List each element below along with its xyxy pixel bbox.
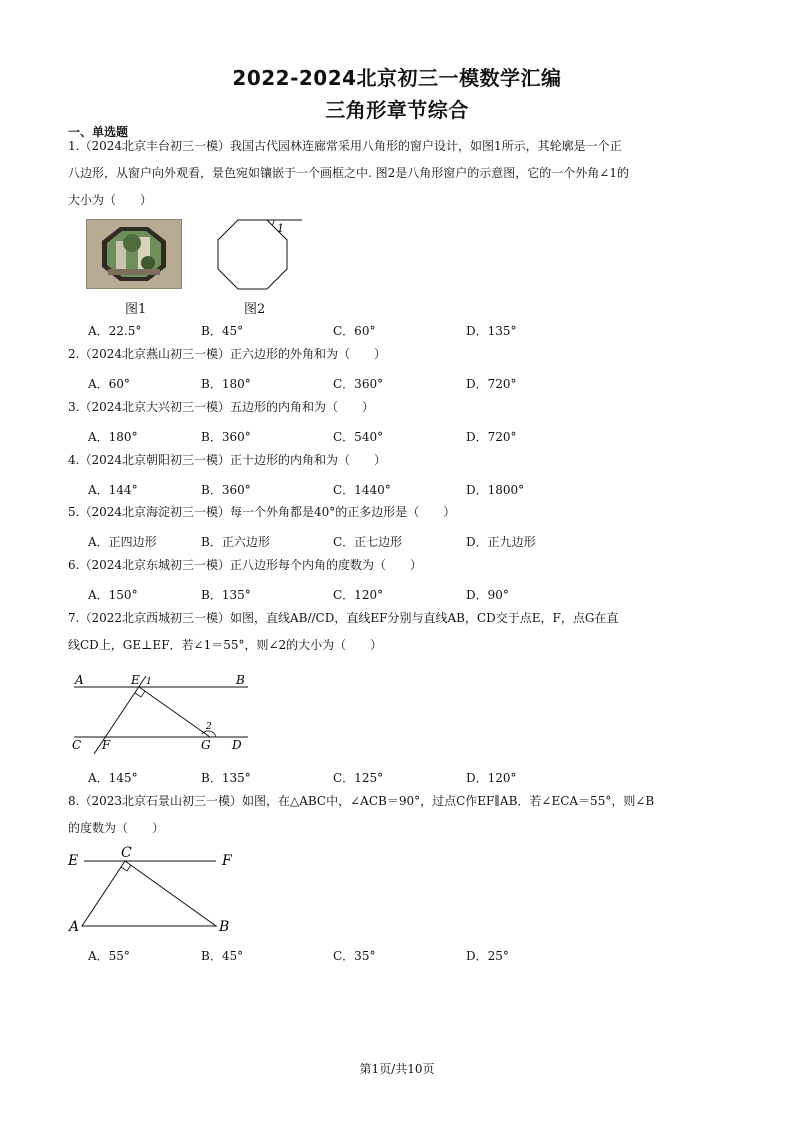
- question-8-line-2: 的度数为（ ）: [68, 821, 165, 835]
- option-b[interactable]: B．45°: [201, 949, 244, 963]
- figure-1-window-photo: [86, 219, 182, 289]
- question-8: [68, 788, 696, 842]
- figure-2-caption: 图2: [244, 302, 266, 317]
- question-7-line-1: 7.（2022北京西城初三一模）如图，直线AB//CD，直线EF分别与直线AB，CD交于点E，F，点G在直: [68, 611, 619, 625]
- document-title-line2: 三角形章节综合: [325, 98, 469, 122]
- label-f: F: [222, 853, 232, 869]
- exterior-angle-arc: [272, 220, 274, 225]
- question-4: 4.（2024北京朝阳初三一模）正十边形的内角和为（ ）: [68, 453, 386, 467]
- option-d[interactable]: D．25°: [466, 949, 509, 963]
- figure-1-caption: 图1: [125, 302, 147, 317]
- option-d[interactable]: D．120°: [466, 771, 517, 785]
- option-c[interactable]: C．540°: [333, 430, 384, 444]
- question-1-line-1: 1.（2024北京丰台初三一模）我国古代园林连廊常采用八角形的窗户设计，如图1所示，其轮廓是一个正: [68, 139, 622, 153]
- question-7-line-2: 线CD上，GE⊥EF．若∠1＝55°，则∠2的大小为（ ）: [68, 638, 383, 652]
- option-d[interactable]: D．720°: [466, 377, 517, 391]
- question-7: [68, 605, 696, 659]
- label-e: E: [68, 853, 79, 869]
- option-c[interactable]: C．1440°: [333, 483, 391, 497]
- option-a[interactable]: A．145°: [88, 771, 138, 785]
- label-b: B: [219, 919, 230, 935]
- label-a: A: [75, 673, 84, 687]
- option-a[interactable]: A．144°: [88, 483, 138, 497]
- label-angle-2: 2: [206, 722, 212, 732]
- angle-1-label: 1: [277, 222, 284, 235]
- option-b[interactable]: B．135°: [201, 771, 251, 785]
- right-angle-mark: [121, 865, 131, 871]
- label-b: B: [236, 673, 245, 687]
- option-a[interactable]: A．60°: [88, 377, 130, 391]
- figure-q8-triangle: [62, 844, 242, 936]
- option-b[interactable]: B．360°: [201, 430, 251, 444]
- option-b[interactable]: B．135°: [201, 588, 251, 602]
- option-d[interactable]: D．正九边形: [466, 535, 536, 549]
- label-c: C: [121, 845, 132, 861]
- option-a[interactable]: A．55°: [88, 949, 130, 963]
- option-a[interactable]: A．22.5°: [88, 324, 142, 338]
- question-1-line-2: 八边形，从窗户向外观看，景色宛如镶嵌于一个画框之中. 图2是八角形窗户的示意图，它的一个外角∠1的: [68, 166, 629, 180]
- label-g: G: [201, 738, 211, 752]
- question-3: 3.（2024北京大兴初三一模）五边形的内角和为（ ）: [68, 400, 374, 414]
- label-a: A: [69, 919, 80, 935]
- option-b[interactable]: B．180°: [201, 377, 251, 391]
- label-d: D: [232, 738, 242, 752]
- figure-q7-parallel-lines: [66, 668, 256, 754]
- option-b[interactable]: B．正六边形: [201, 535, 270, 549]
- section-heading: 一、单选题: [68, 125, 129, 139]
- question-8-line-1: 8.（2023北京石景山初三一模）如图，在△ABC中，∠ACB＝90°，过点C作EF∥AB．若∠ECA＝55°，则∠B: [68, 794, 655, 808]
- question-2: 2.（2024北京燕山初三一模）正六边形的外角和为（ ）: [68, 347, 386, 361]
- option-a[interactable]: A．180°: [88, 430, 138, 444]
- question-5: 5.（2024北京海淀初三一模）每一个外角都是40°的正多边形是（ ）: [68, 505, 456, 519]
- question-1-line-3: 大小为（ ）: [68, 193, 153, 207]
- option-c[interactable]: C．60°: [333, 324, 376, 338]
- page-footer: 第1页/共10页: [359, 1062, 435, 1076]
- option-b[interactable]: B．360°: [201, 483, 251, 497]
- segment-ge: [139, 687, 210, 737]
- figure-2-octagon: [210, 212, 310, 294]
- option-d[interactable]: D．135°: [466, 324, 517, 338]
- label-angle-1: 1: [146, 677, 152, 687]
- option-d[interactable]: D．90°: [466, 588, 509, 602]
- option-c[interactable]: C．360°: [333, 377, 384, 391]
- document-title-line1: 2022-2024北京初三一模数学汇编: [232, 66, 562, 90]
- option-d[interactable]: D．1800°: [466, 483, 525, 497]
- option-d[interactable]: D．720°: [466, 430, 517, 444]
- label-e: E: [131, 673, 140, 687]
- option-a[interactable]: A．150°: [88, 588, 138, 602]
- right-angle-mark: [135, 691, 145, 697]
- question-1: [68, 133, 696, 214]
- triangle-abc: [82, 861, 216, 926]
- option-c[interactable]: C．35°: [333, 949, 376, 963]
- label-c: C: [72, 738, 82, 752]
- question-6: 6.（2024北京东城初三一模）正八边形每个内角的度数为（ ）: [68, 558, 422, 572]
- label-f: F: [102, 738, 111, 752]
- option-c[interactable]: C．125°: [333, 771, 384, 785]
- option-a[interactable]: A．正四边形: [88, 535, 157, 549]
- option-b[interactable]: B．45°: [201, 324, 244, 338]
- option-c[interactable]: C．120°: [333, 588, 384, 602]
- option-c[interactable]: C．正七边形: [333, 535, 403, 549]
